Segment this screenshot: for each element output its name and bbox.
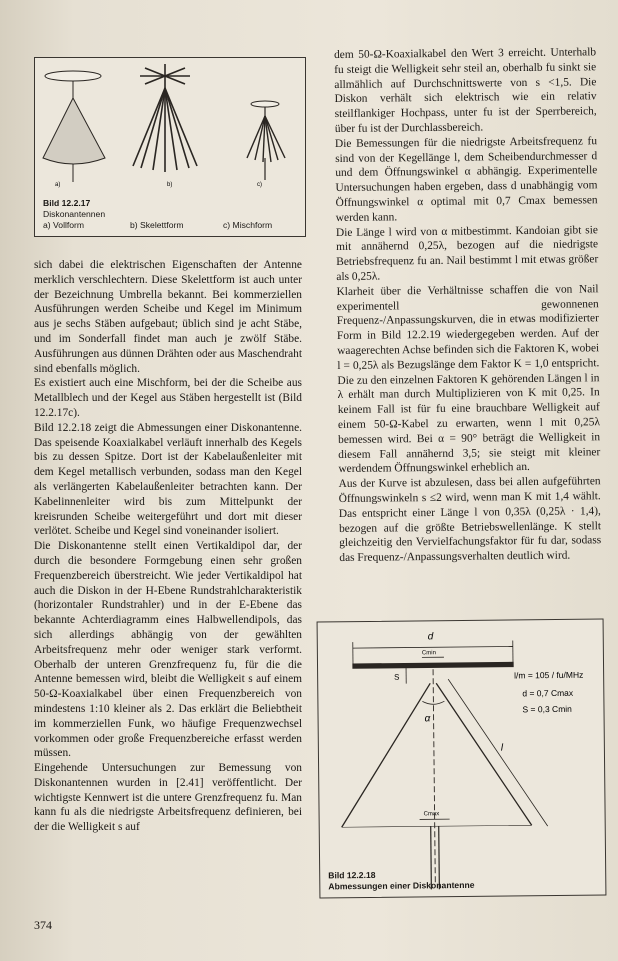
figure1-sub-a: a) Vollform xyxy=(43,220,85,230)
figure1-caption-number: Bild 12.2.17 xyxy=(43,198,91,208)
right-text-column xyxy=(334,45,601,566)
label-b: b) xyxy=(167,182,173,188)
paragraph: dem 50-Ω-Koaxialkabel den Wert 3 erreicht. Unterhalb fu steigt die Welligkeit sehr steil an, oberhalb fu sinkt sie allmählich auf Durchschnittswerte von s <1,5. Die Diskon verhält sich elektrisch wie ein relativ steilflankiger Hochpass, unter fu ist der Sperrbereich, über fu ist der Durchlassbereich. xyxy=(334,46,597,135)
figure1-sub-c: c) Mischform xyxy=(223,220,273,230)
paragraph: Die Diskonantenne stellt einen Vertikaldipol dar, der durch die besondere Formgebung einen sehr großen Frequenzbereich überstreicht. Wie jeder Vertikaldipol hat auch die Diskon in der H-Ebene Rundstrahlcharakteristik (horizontaler Rundstrahler) und in der E-Ebene das bekannte Achterdiagramm eines Halbwellendipols, das sich allerdings abhängig von der gewählten Arbeitsfrequenz mehr oder weniger stark verformt. Oberhalb der unteren Grenzfrequenz fu, für die die Antenne bemessen wird, bleibt die Welligkeit s auf einem 50-Ω-Koaxialkabel über einen Frequenzbereich von mindestens 1:10 kleiner als 2. Das erklärt die Beliebtheit im kommerziellen Funk, wo häufige Frequenzwechsel vorkommen oder große Frequenzbereiche erfasst werden müssen. xyxy=(34,540,302,760)
paragraph: Klarheit über die Verhältnisse schaffen die von Nail experimentell gewonnenen Frequenz-/Anpassungskurven, die in etwas modifizierter Form in Bild 12.2.19 wiedergegeben werden. Auf der waagerechten Achse befinden sich die Faktoren K, wobei l = 0,25λ als Bezugslänge dem Faktor K = 1,0 entspricht. Die zu den einzelnen Faktoren K gehörenden Längen l in λ erhält man durch Multiplizieren von K mit 0,25. In keinem Fall ist für fu eine brauchbare Welligkeit auf einem 50-Ω-Kabel zu erwarten, wenn l mit 0,25λ bemessen wird. Bei α = 90° beträgt die Welligkeit in diesem Fall annähernd 3,5; sie steigt mit kleiner werdendem Öffnungswinkel erheblich an. xyxy=(336,282,601,476)
paragraph: Es existiert auch eine Mischform, bei der die Scheibe aus Metallblech und der Kegel aus Stäben hergestellt ist (Bild 12.2.17c). xyxy=(34,377,302,419)
paragraph: Die Länge l wird von α mitbestimmt. Kandoian gibt sie mit annähernd 0,25λ, bezogen auf die niedrigste Betriebsfrequenz fu an. Nail bestimmt l mit etwas größer als 0,25λ. xyxy=(335,223,599,283)
label-alpha: α xyxy=(424,713,431,725)
formula-s: S = 0,3 Cmin xyxy=(522,703,572,715)
skelettform-antenna xyxy=(133,64,197,172)
label-cmax: Cmax xyxy=(423,811,440,818)
dimension-drawing xyxy=(318,620,606,898)
figure-diskonantennen xyxy=(34,57,306,237)
paragraph: Bild 12.2.18 zeigt die Abmessungen einer Diskonantenne. Das speisende Koaxialkabel verläuft innerhalb des Kegels bis zu dessen Spitze. Dort ist der Kabelaußenleiter mit dem Kegel metallisch verbunden, sodass man den Kegel als verlängerten Kabelaußenleiter betrachten kann. Der Kabelinnenleiter wird bis zum Mittelpunkt der kreisrunden Scheibe weitergeführt und dort mit dieser verlötet. Scheibe und Kegel sind voneinander isoliert. xyxy=(34,421,302,538)
label-cmin: Cmin xyxy=(421,650,436,657)
label-d: d xyxy=(427,631,434,643)
paragraph: Eingehende Untersuchungen zur Bemessung von Diskonantennen wurden in [2.41] veröffentlicht. Der wichtigste Kennwert ist die untere Grenzfrequenz fu. Man kann fu als die niedrigste Arbeitsfrequenz definieren, bei der die Welligkeit s auf xyxy=(34,762,302,834)
left-text-column xyxy=(34,258,302,835)
figure2-caption-title: Abmessungen einer Diskonantenne xyxy=(328,879,475,892)
paragraph: sich dabei die elektrischen Eigenschaften der Antenne merklich verschlechtern. Diese Skelettform ist auch unter der Bezeichnung Umbrella bekannt. Bei kommerziellen Ausführungen werden Scheibe und Kegel im Minimum aus je sechs Stäben aufgebaut; üblich sind je acht Stäbe, und im Sonderfall findet man auch je zwölf Stäbe. Ausführungen aus dünnen Drähten oder aus Maschendraht sind ebenfalls möglich. xyxy=(34,259,302,375)
paragraph: Aus der Kurve ist abzulesen, dass bei allen aufgeführten Öffnungswinkeln s ≤2 wird, wenn man K mit 1,4 wählt. Das entspricht einer Länge l von 0,35λ (0,25λ · 1,4), bezogen auf die größte Betriebswellenlänge. K stellt gleichzeitig den Vervielfachungsfaktor für fu dar, sodass das Frequenz-/Anpassungsverhalten deutlich wird. xyxy=(338,475,602,565)
figure1-caption-title: Diskonantennen xyxy=(43,209,106,219)
label-a: a) xyxy=(55,182,61,188)
figure-diskon-dimensions xyxy=(317,619,607,899)
vollform-antenna xyxy=(43,71,105,182)
page-number: 374 xyxy=(34,918,52,932)
label-c: c) xyxy=(257,182,262,188)
label-s: S xyxy=(394,672,400,682)
paragraph: Die Bemessungen für die niedrigste Arbeitsfrequenz fu sind von der Kegellänge l, dem Scheibendurchmesser d und dem Öffnungswinkel α abhängig. Experimentelle Untersuchungen haben ergeben, dass d unabhängig vom Öffnungswinkel α optimal mit 0,7 Cmax bemessen werden kann. xyxy=(334,135,598,224)
label-l: l xyxy=(500,742,504,754)
formula-d: d = 0,7 Cmax xyxy=(522,687,574,699)
formula-l: l/m = 105 / fu/MHz xyxy=(514,669,584,681)
figure1-sub-b: b) Skelettform xyxy=(130,220,184,230)
disc-plate xyxy=(353,662,513,668)
figure2-caption-number: Bild 12.2.18 xyxy=(328,869,376,881)
mischform-antenna xyxy=(247,101,285,180)
